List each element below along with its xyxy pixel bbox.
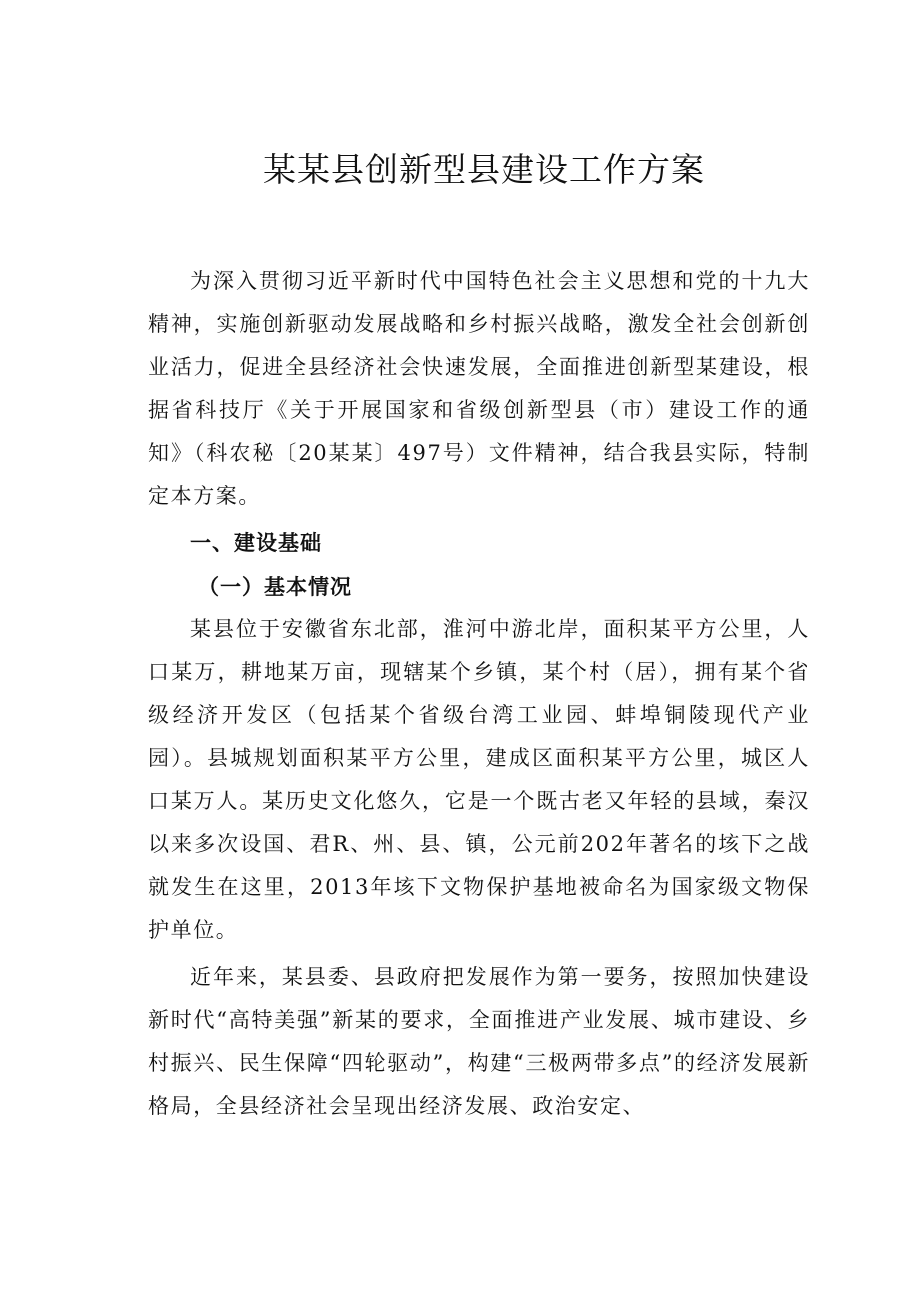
subsection-heading-basic-situation: （一）基本情况 — [198, 574, 352, 599]
title-spacer — [148, 190, 810, 260]
intro-paragraph: 为深入贯彻习近平新时代中国特色社会主义思想和党的十九大精神，实施创新驱动发展战略和乡村振兴战略，激发全社会创新创业活力，促进全县经济社会快速发展，全面推进创新型某建设，根据省科技厅《关于开展国家和省级创新型县（市）建设工作的通知》（科农秘〔20某某〕497号）文件精神，结合我县实际，特制定本方案。 — [148, 269, 810, 508]
document-page — [148, 150, 810, 1128]
document-title: 某某县创新型县建设工作方案 — [263, 150, 705, 189]
basic-situation-paragraph: 某县位于安徽省东北部，淮河中游北岸，面积某平方公里，人口某万，耕地某万亩，现辖某个乡镇，某个村（居），拥有某个省级经济开发区（包括某个省级台湾工业园、蚌埠铜陵现代产业园）。县城规划面积某平方公里，建成区面积某平方公里，城区人口某万人。某历史文化悠久，它是一个既古老又年轻的县域，秦汉以来多次设国、君R、州、县、镇，公元前202年著名的垓下之战就发生在这里，2013年垓下文物保护基地被命名为国家级文物保护单位。 — [148, 617, 810, 942]
recent-years-paragraph: 近年来，某县委、县政府把发展作为第一要务，按照加快建设新时代“高特美强”新某的要求，全面推进产业发展、城市建设、乡村振兴、民生保障“四轮驱动”，构建“三极两带多点”的经济发展新格局，全县经济社会呈现出经济发展、政治安定、 — [148, 965, 810, 1118]
section-heading-construction-basis: 一、建设基础 — [190, 531, 322, 555]
